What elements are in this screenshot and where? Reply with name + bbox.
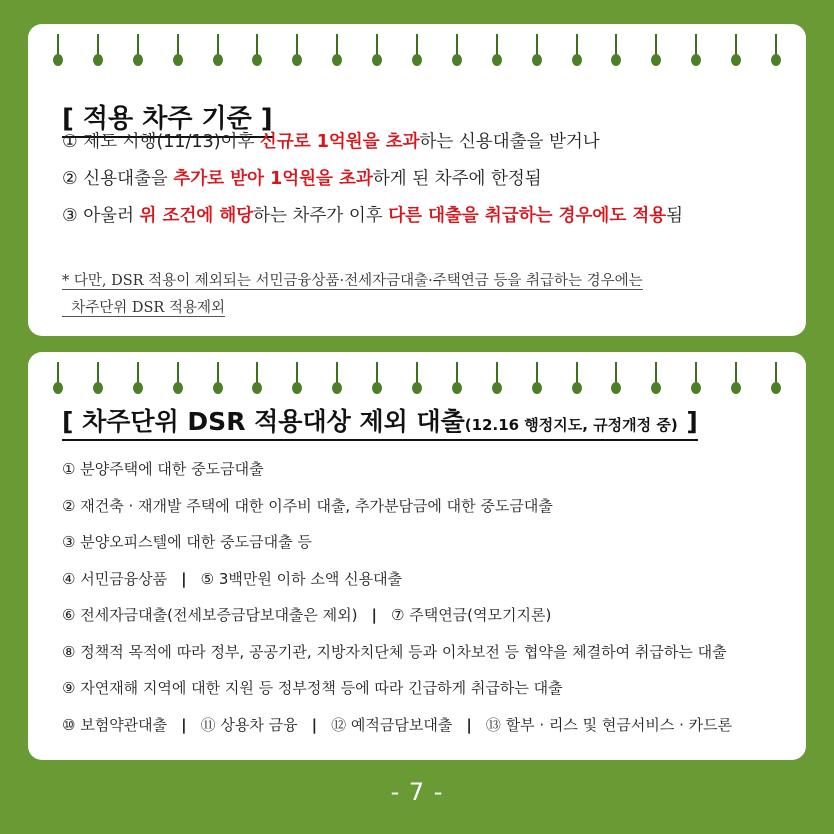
item-text: 하는 신용대출을 받거나 — [419, 132, 600, 152]
highlight-text: 위 조건에 해당 — [139, 206, 254, 226]
separator: | — [371, 606, 377, 624]
binder-pin — [252, 34, 262, 68]
separator: | — [466, 715, 472, 734]
separator: | — [181, 569, 187, 588]
binder-pin — [452, 362, 462, 396]
binder-pin — [292, 34, 302, 68]
binder-pin — [611, 34, 621, 68]
exemption-item: ⑦ 주택연금(역모기지론) — [391, 606, 552, 624]
exemption-item: ③ 분양오피스텔에 대한 중도금대출 등 — [62, 533, 312, 551]
exemption-row — [62, 677, 563, 698]
exemption-item: ⑨ 자연재해 지역에 대한 지원 등 정부정책 등에 따라 긴급하게 취급하는 대출 — [62, 679, 563, 697]
exemption-row — [62, 568, 402, 589]
binder-pin — [492, 362, 502, 396]
binder-pin — [611, 362, 621, 396]
binder-pin — [771, 362, 781, 396]
item-text: 아울러 — [77, 206, 140, 226]
binder-pin — [771, 34, 781, 68]
item-number: ① — [62, 132, 78, 152]
footnote — [62, 268, 643, 322]
exemption-row — [62, 714, 732, 735]
binder-pin — [372, 34, 382, 68]
binder-pin — [292, 362, 302, 396]
criteria-title: [ 적용 차주 기준 ] — [62, 98, 273, 138]
item-text: 하는 차주가 이후 — [253, 206, 389, 226]
exemption-item: ⑥ 전세자금대출(전세보증금담보대출은 제외) — [62, 606, 358, 624]
exemption-item: ⑩ 보험약관대출 — [62, 715, 168, 734]
exemption-row — [62, 458, 264, 479]
binder-pin — [691, 34, 701, 68]
binder-pin — [173, 362, 183, 396]
exemption-row — [62, 604, 551, 625]
exemption-item: ⑪ 상용차 금융 — [200, 715, 298, 734]
binder-pin — [252, 362, 262, 396]
binder-pin — [492, 34, 502, 68]
exemption-title — [62, 402, 698, 441]
binder-rings — [58, 34, 776, 68]
binder-pin — [651, 34, 661, 68]
binder-pin — [332, 362, 342, 396]
exemption-row — [62, 641, 727, 662]
binder-pin — [93, 362, 103, 396]
footnote-line-1: * 다만, DSR 적용이 제외되는 서민금융상품·전세자금대출·주택연금 등을 취급하는 경우에는 — [62, 273, 643, 289]
binder-pin — [213, 34, 223, 68]
binder-pin — [572, 34, 582, 68]
item-text: 신용대출을 — [77, 169, 174, 189]
highlight-text: 추가로 받아 1억원을 초과 — [173, 169, 373, 189]
exemption-row — [62, 531, 312, 552]
binder-pin — [93, 34, 103, 68]
binder-pin — [452, 34, 462, 68]
binder-pin — [691, 362, 701, 396]
exemption-row — [62, 495, 553, 516]
binder-pin — [731, 362, 741, 396]
highlight-text: 신규로 1억원을 초과 — [259, 132, 420, 152]
binder-pin — [53, 362, 63, 396]
exemption-item: ⑫ 예적금담보대출 — [331, 715, 453, 734]
highlight-text: 다른 대출을 취급하는 경우에도 적용 — [388, 206, 667, 226]
exemption-title-end: ] — [677, 407, 698, 436]
exemption-item: ⑬ 할부 · 리스 및 현금서비스 · 카드론 — [485, 715, 733, 734]
separator: | — [181, 715, 187, 734]
page-number: - 7 - — [390, 778, 444, 806]
separator: | — [311, 715, 318, 734]
binder-pin — [731, 34, 741, 68]
binder-pin — [53, 34, 63, 68]
exemption-item: ② 재건축 · 재개발 주택에 대한 이주비 대출, 추가분담금에 대한 중도금대출 — [62, 496, 553, 515]
criteria-item — [62, 128, 600, 153]
binder-pin — [412, 362, 422, 396]
item-text: 하게 된 차주에 한정됨 — [372, 169, 542, 189]
exemption-title-main: [ 차주단위 DSR 적용대상 제외 대출 — [62, 407, 465, 436]
exemption-item: ① 분양주택에 대한 중도금대출 — [62, 460, 264, 478]
binder-pin — [372, 362, 382, 396]
item-number: ② — [62, 169, 78, 189]
binder-pin — [332, 34, 342, 68]
exemption-item: ⑤ 3백만원 이하 소액 신용대출 — [200, 569, 403, 588]
binder-pin — [532, 34, 542, 68]
exemption-item: ⑧ 정책적 목적에 따라 정부, 공공기관, 지방자치단체 등과 이차보전 등 협약을 체결하여 취급하는 대출 — [62, 642, 727, 661]
binder-pin — [532, 362, 542, 396]
item-text: 제도 시행(11/13)이후 — [77, 132, 260, 152]
binder-pin — [133, 362, 143, 396]
item-number: ③ — [62, 206, 78, 226]
footnote-line-2: 차주단위 DSR 적용제외 — [62, 300, 225, 316]
criteria-item — [62, 165, 542, 190]
criteria-card — [28, 24, 806, 336]
binder-pin — [213, 362, 223, 396]
criteria-item — [62, 202, 683, 227]
item-text: 됨 — [666, 206, 684, 226]
binder-pin — [572, 362, 582, 396]
exemption-card — [28, 352, 806, 760]
binder-rings — [58, 362, 776, 396]
exemption-title-sub: (12.16 행정지도, 규정개정 중) — [464, 416, 678, 434]
binder-pin — [651, 362, 661, 396]
exemption-item: ④ 서민금융상품 — [62, 569, 168, 588]
binder-pin — [412, 34, 422, 68]
binder-pin — [173, 34, 183, 68]
binder-pin — [133, 34, 143, 68]
